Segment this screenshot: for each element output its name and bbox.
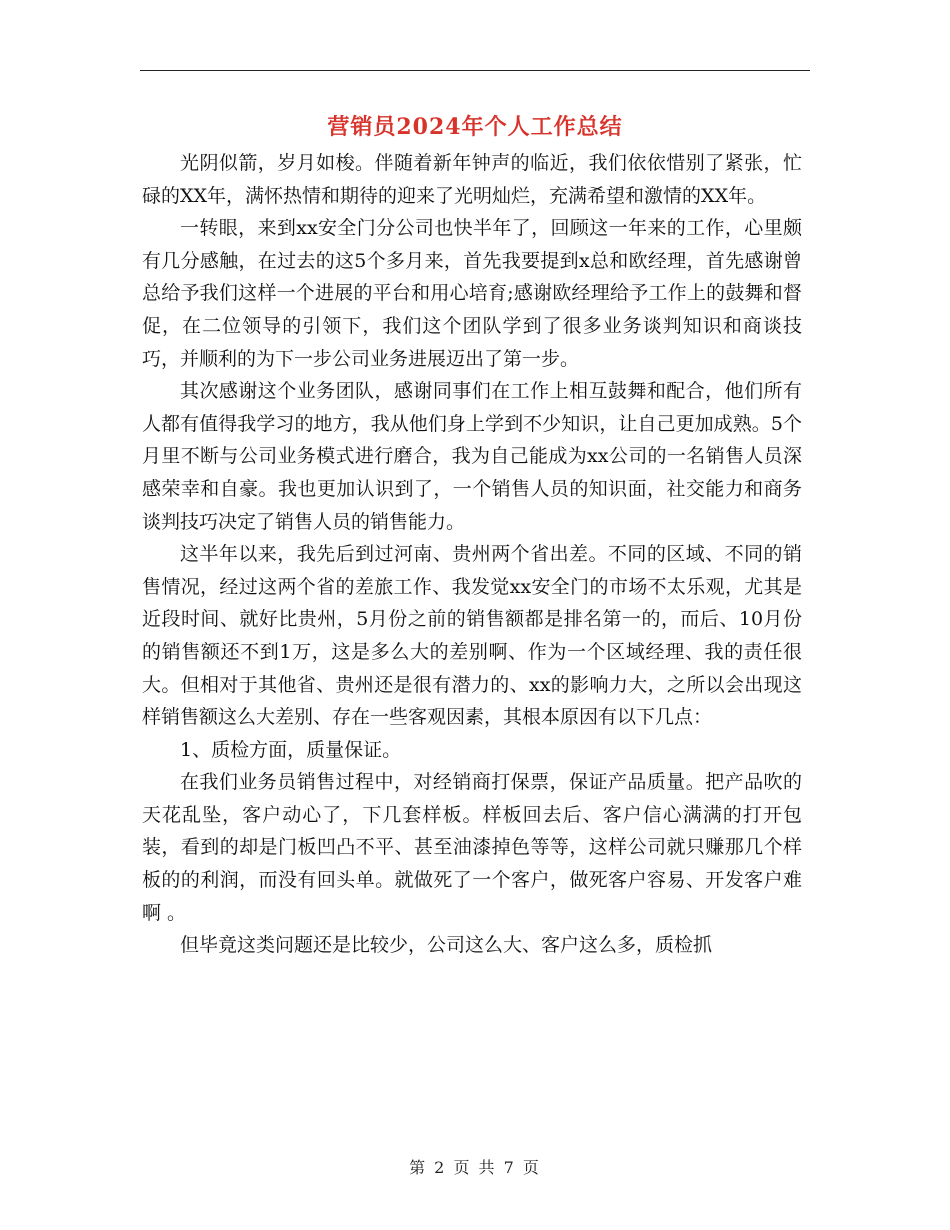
page-number-footer: 第 2 页 共 7 页 bbox=[409, 1158, 541, 1177]
paragraph-5: 1、质检方面，质量保证。 bbox=[180, 738, 402, 761]
paragraph-4: 这半年以来，我先后到过河南、贵州两个省出差。不同的区域、不同的销售情况，经过这两个省的差旅工作、我发觉xx安全门的市场不太乐观，尤其是近段时间、就好比贵州，5月份之前的销售额都是排名第一的，而后、10月份的销售额还不到1万，这是多么大的差别啊、作为一个区域经理、我的责任很大。但相对于其他省、贵州还是很有潜力的、xx的影响力大，之所以会出现这样销售额这么大差别、存在一些客观因素，其根本原因有以下几点： bbox=[142, 543, 802, 729]
paragraph-2: 一转眼，来到xx安全门分公司也快半年了，回顾这一年来的工作，心里颇有几分感触，在过去的这5个多月来，首先我要提到x总和欧经理，首先感谢曾总给予我们这样一个进展的平台和用心培育;感谢欧经理给予工作上的鼓舞和督促，在二位领导的引领下，我们这个团队学到了很多业务谈判知识和商谈技巧，并顺利的为下一步公司业务进展迈出了第一步。 bbox=[142, 217, 802, 370]
header-rule bbox=[140, 70, 810, 71]
paragraph-3: 其次感谢这个业务团队，感谢同事们在工作上相互鼓舞和配合，他们所有人都有值得我学习的地方，我从他们身上学到不少知识，让自己更加成熟。5个月里不断与公司业务模式进行磨合，我为自己能成为xx公司的一名销售人员深感荣幸和自豪。我也更加认识到了，一个销售人员的知识面，社交能力和商务谈判技巧决定了销售人员的销售能力。 bbox=[142, 380, 802, 533]
paragraph-6: 在我们业务员销售过程中，对经销商打保票，保证产品质量。把产品吹的天花乱坠，客户动心了，下几套样板。样板回去后、客户信心满满的打开包装，看到的却是门板凹凸不平、甚至油漆掉色等等，这样公司就只赚那几个样板的的利润，而没有回头单。就做死了一个客户，做死客户容易、开发客户难啊 。 bbox=[142, 771, 802, 924]
document-title: 营销员2024年个人工作总结 bbox=[327, 114, 623, 140]
document-body bbox=[142, 147, 802, 962]
paragraph-7: 但毕竟这类问题还是比较少，公司这么大、客户这么多，质检抓 bbox=[180, 934, 713, 957]
paragraph-1: 光阴似箭，岁月如梭。伴随着新年钟声的临近，我们依依惜别了紧张，忙碌的XX年，满怀热情和期待的迎来了光明灿烂，充满希望和激情的XX年。 bbox=[142, 152, 802, 207]
